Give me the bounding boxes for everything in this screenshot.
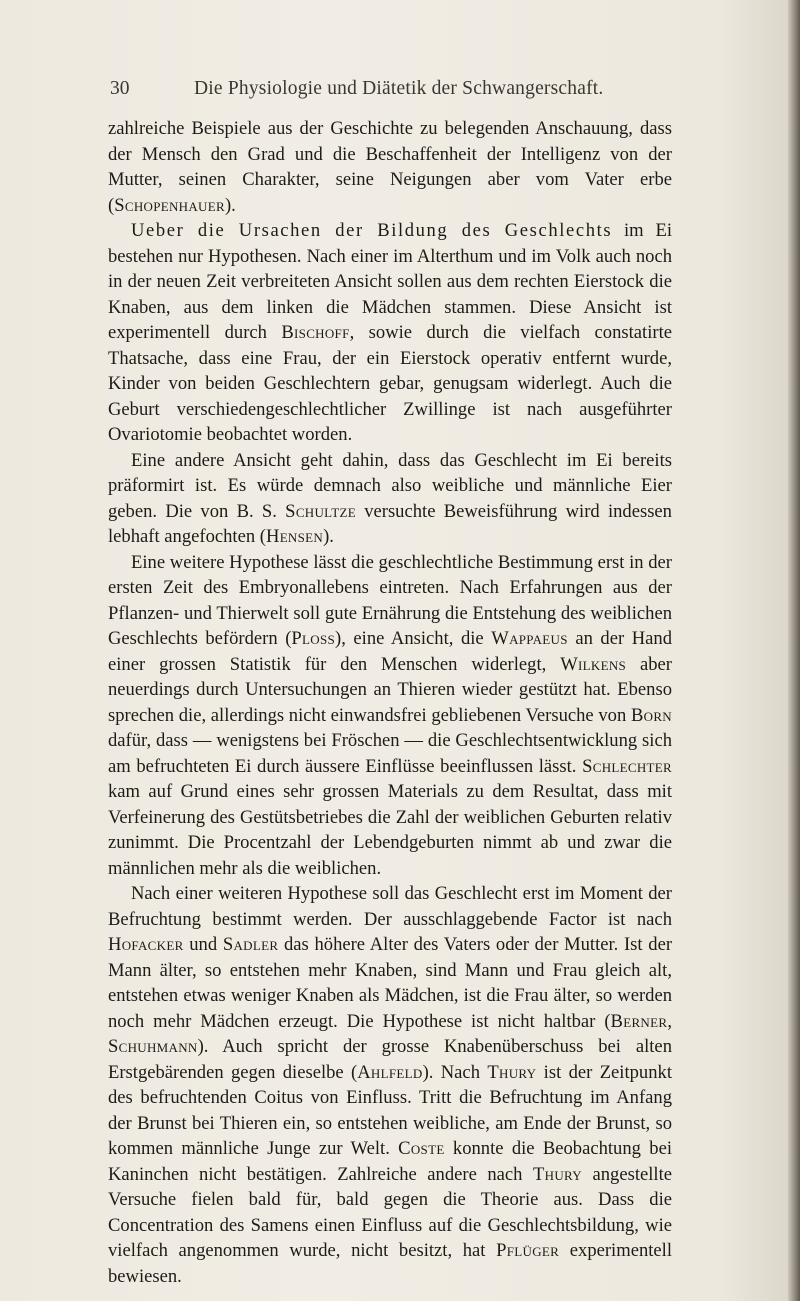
author-name: Thury (532, 1163, 582, 1185)
author-name: Ploss (291, 628, 336, 649)
author-name: Hensen (265, 526, 324, 547)
author-name: Berner (610, 1010, 668, 1032)
paragraph-4: Eine weitere Hypothese lässt die geschlechtliche Bestimmung erst in der ersten Zeit des Embryonallebens eintreten. Nach Erfahrungen aus der Pflanzen- und Thierwelt soll gute Ernährung die Entstehung des weiblichen Geschlechts befördern (Ploss), eine Ansicht, die Wappaeus an der Hand einer grossen Statistik für den Menschen widerlegt, Wilkens aber neuerdings durch Untersuchungen an Thieren wieder gestützt hat. Ebenso sprechen die, allerdings nicht einwandsfrei gebliebenen Versuche von Born dafür, dass — wenigstens bei Fröschen — die Geschlechtsentwicklung sich am befruchteten Ei durch äussere Einflüsse beeinflussen lässt. Schlechter kam auf Grund eines sehr grossen Materials zu dem Resultat, dass mit Verfeinerung des Gestütsbetriebes die Zahl der weiblichen Geburten relativ zunimmt. Die Procentzahl der Lebendgeburten nimmt ab und zwar die männlichen mehr als die weiblichen. (108, 551, 672, 879)
author-name: Bischoff (281, 322, 350, 343)
author-name: Schlechter (582, 755, 672, 777)
author-name: Wappaeus (491, 628, 568, 649)
author-name: Schuhmann (108, 1036, 198, 1057)
running-title: Die Physiologie und Diätetik der Schwangerschaft. (194, 78, 604, 99)
page-number: 30 (110, 78, 130, 99)
paragraph-2: Ueber die Ursachen der Bildung des Geschlechts im Ei bestehen nur Hypothesen. Nach einer im Alterthum und im Volk auch noch in der neuen Zeit verbreiteten Ansicht sollen aus dem rechten Eierstock die Knaben, aus dem linken die Mädchen stammen. Diese Ansicht ist experimentell durch Bischoff, sowie durch die vielfach constatirte Thatsache, dass eine Frau, der ein Eierstock operativ entfernt wurde, Kinder von beiden Geschlechtern gebar, genugsam widerlegt. Auch die Geburt verschiedengeschlechtlicher Zwillinge ist nach ausgeführter Ovariotomie beobachtet worden. (108, 220, 672, 445)
page-header (110, 78, 670, 108)
author-name: Schopenhauer (114, 194, 225, 216)
page-binding-edge (788, 0, 800, 1301)
author-name: Born (630, 704, 672, 726)
body-text (108, 116, 672, 1289)
paragraph-5: Nach einer weiteren Hypothese soll das Geschlecht erst im Moment der Befruchtung bestimmt werden. Der ausschlaggebende Factor ist nach Hofacker und Sadler das höhere Alter des Vaters oder der Mutter. Ist der Mann älter, so entstehen mehr Knaben, sind Mann und Frau gleich alt, entstehen etwas weniger Knaben als Mädchen, ist die Frau älter, so werden noch mehr Mädchen erzeugt. Die Hypothese ist nicht haltbar (Berner, Schuhmann). Auch spricht der grosse Knabenüberschuss bei alten Erstgebärenden gegen dieselbe (Ahlfeld). Nach Thury ist der Zeitpunkt des befruchtenden Coitus von Einfluss. Tritt die Befruchtung im Anfang der Brunst bei Thieren ein, so entstehen weibliche, am Ende der Brunst, so kommen männliche Junge zur Welt. Coste konnte die Beobachtung bei Kaninchen nicht bestätigen. Zahlreiche andere nach Thury angestellte Versuche fielen bald für, bald gegen die Theorie aus. Dass die Concentration des Samens einen Einfluss auf die Geschlechtsbildung, wie vielfach angenommen wurde, nicht besitzt, hat Pflüger experimentell bewiesen. (108, 883, 673, 1287)
section-heading: Ueber die Ursachen der Bildung des Geschlechts (131, 220, 613, 241)
paragraph-3: Eine andere Ansicht geht dahin, dass das Geschlecht im Ei bereits präformirt ist. Es würde demnach also weibliche und männliche Eier geben. Die von B. S. Schultze versuchte Beweisführung wird indessen lebhaft angefochten (Hensen). (108, 449, 672, 547)
author-name: Hofacker (108, 934, 184, 955)
author-name: Coste (398, 1138, 445, 1159)
paragraph-1: zahlreiche Beispiele aus der Geschichte zu belegenden Anschauung, dass der Mensch den Grad und die Beschaffenheit der Intelligenz von der Mutter, seinen Charakter, seine Neigungen aber vom Vater erbe (Schopenhauer). (108, 118, 672, 216)
author-name: Thury (487, 1061, 537, 1083)
author-name: Schultze (285, 500, 356, 522)
author-name: Wilkens (560, 653, 627, 675)
author-name: Sadler (222, 934, 279, 955)
author-name: Pflüger (496, 1240, 560, 1261)
author-name: Ahlfeld (357, 1061, 423, 1083)
